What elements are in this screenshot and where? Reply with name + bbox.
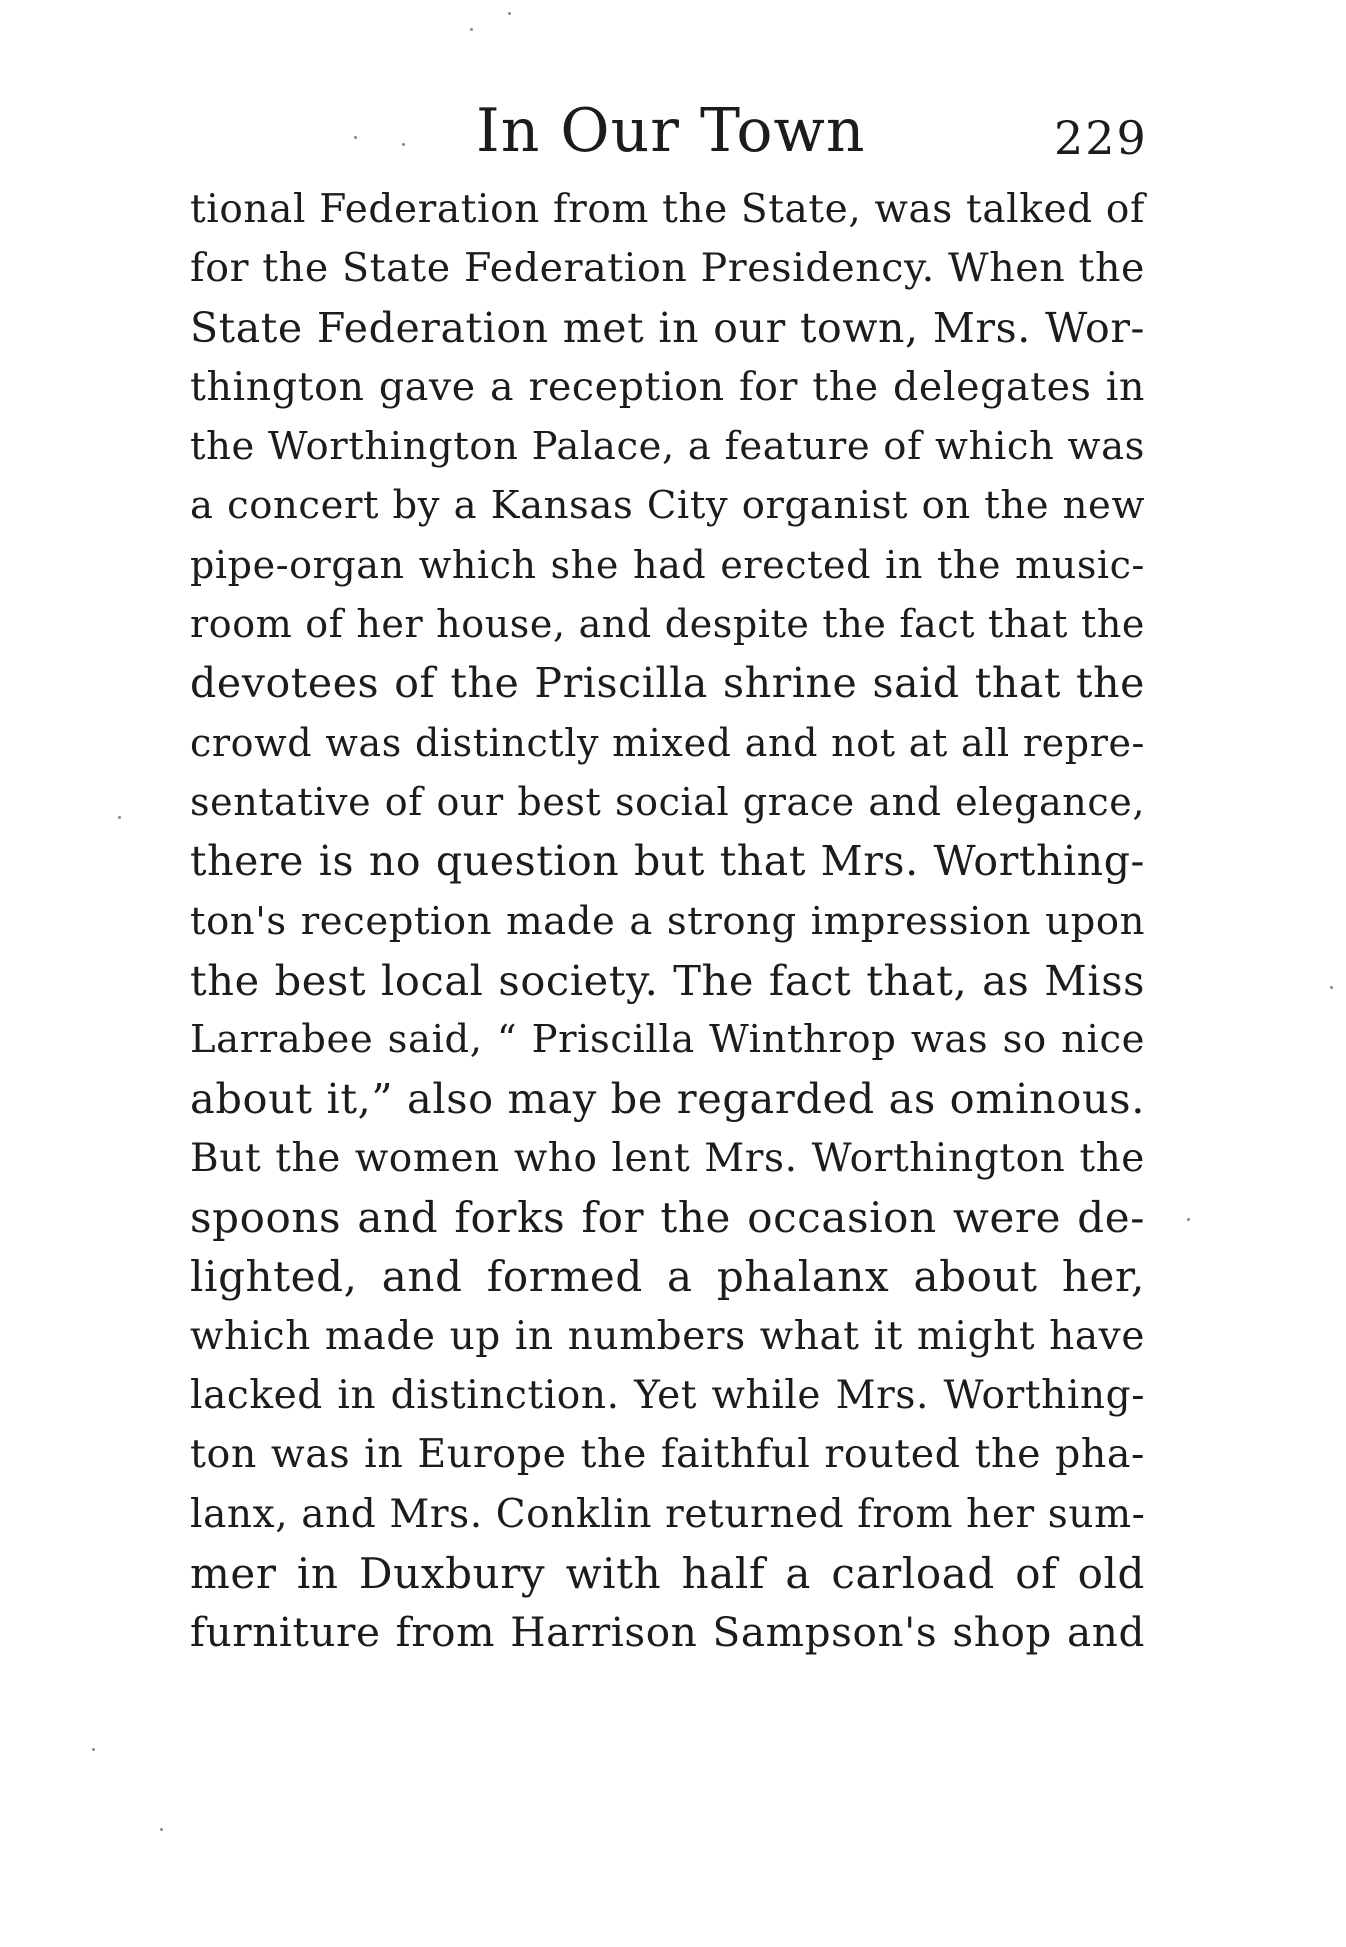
scan-speck xyxy=(470,28,473,31)
text-line: for the State Federation Presidency. When the xyxy=(190,245,1145,292)
scan-speck xyxy=(1330,986,1333,989)
text-line: ton was in Europe the faithful routed the pha- xyxy=(190,1431,1145,1478)
scan-speck xyxy=(92,1748,95,1751)
text-line: ton's reception made a strong impression upon xyxy=(190,898,1145,944)
running-title: In Our Town xyxy=(476,96,866,166)
text-line: room of her house, and despite the fact that the xyxy=(190,602,1145,647)
text-line: thington gave a reception for the delegates in xyxy=(190,363,1145,410)
scan-speck xyxy=(402,143,405,146)
text-line: tional Federation from the State, was talked of xyxy=(190,187,1145,232)
text-line: lacked in distinction. Yet while Mrs. Worthing- xyxy=(190,1372,1145,1418)
scan-speck xyxy=(508,12,511,15)
text-line: the Worthington Palace, a feature of which was xyxy=(190,424,1145,470)
text-line: furniture from Harrison Sampson's shop and xyxy=(190,1608,1145,1657)
scan-speck xyxy=(1187,1218,1190,1221)
scan-speck xyxy=(354,136,357,139)
text-line: a concert by a Kansas City organist on the new xyxy=(190,483,1145,529)
text-line: lighted, and formed a phalanx about her, xyxy=(190,1252,1145,1302)
body-text xyxy=(190,180,1145,1662)
text-line: lanx, and Mrs. Conklin returned from her sum- xyxy=(190,1491,1146,1537)
text-line: sentative of our best social grace and elegance, xyxy=(190,779,1145,824)
text-line: But the women who lent Mrs. Worthington the xyxy=(190,1135,1145,1181)
scan-speck xyxy=(118,816,121,819)
text-line: devotees of the Priscilla shrine said that the xyxy=(190,659,1145,708)
page-number: 229 xyxy=(1054,111,1148,165)
text-line: which made up in numbers what it might have xyxy=(190,1313,1145,1359)
scan-speck xyxy=(160,1828,163,1831)
text-line: State Federation met in our town, Mrs. Wor- xyxy=(190,303,1145,352)
text-line: there is no question but that Mrs. Worthing- xyxy=(190,837,1145,886)
text-line: crowd was distinctly mixed and not at all repre- xyxy=(190,720,1145,765)
text-line: mer in Duxbury with half a carload of old xyxy=(190,1548,1145,1598)
text-line: the best local society. The fact that, as Miss xyxy=(190,955,1145,1005)
text-line: Larrabee said, “ Priscilla Winthrop was so nice xyxy=(190,1017,1145,1063)
text-line: pipe-organ which she had erected in the music- xyxy=(190,542,1145,587)
text-line: spoons and forks for the occasion were de- xyxy=(190,1193,1145,1243)
text-line: about it,” also may be regarded as ominous. xyxy=(190,1074,1145,1124)
